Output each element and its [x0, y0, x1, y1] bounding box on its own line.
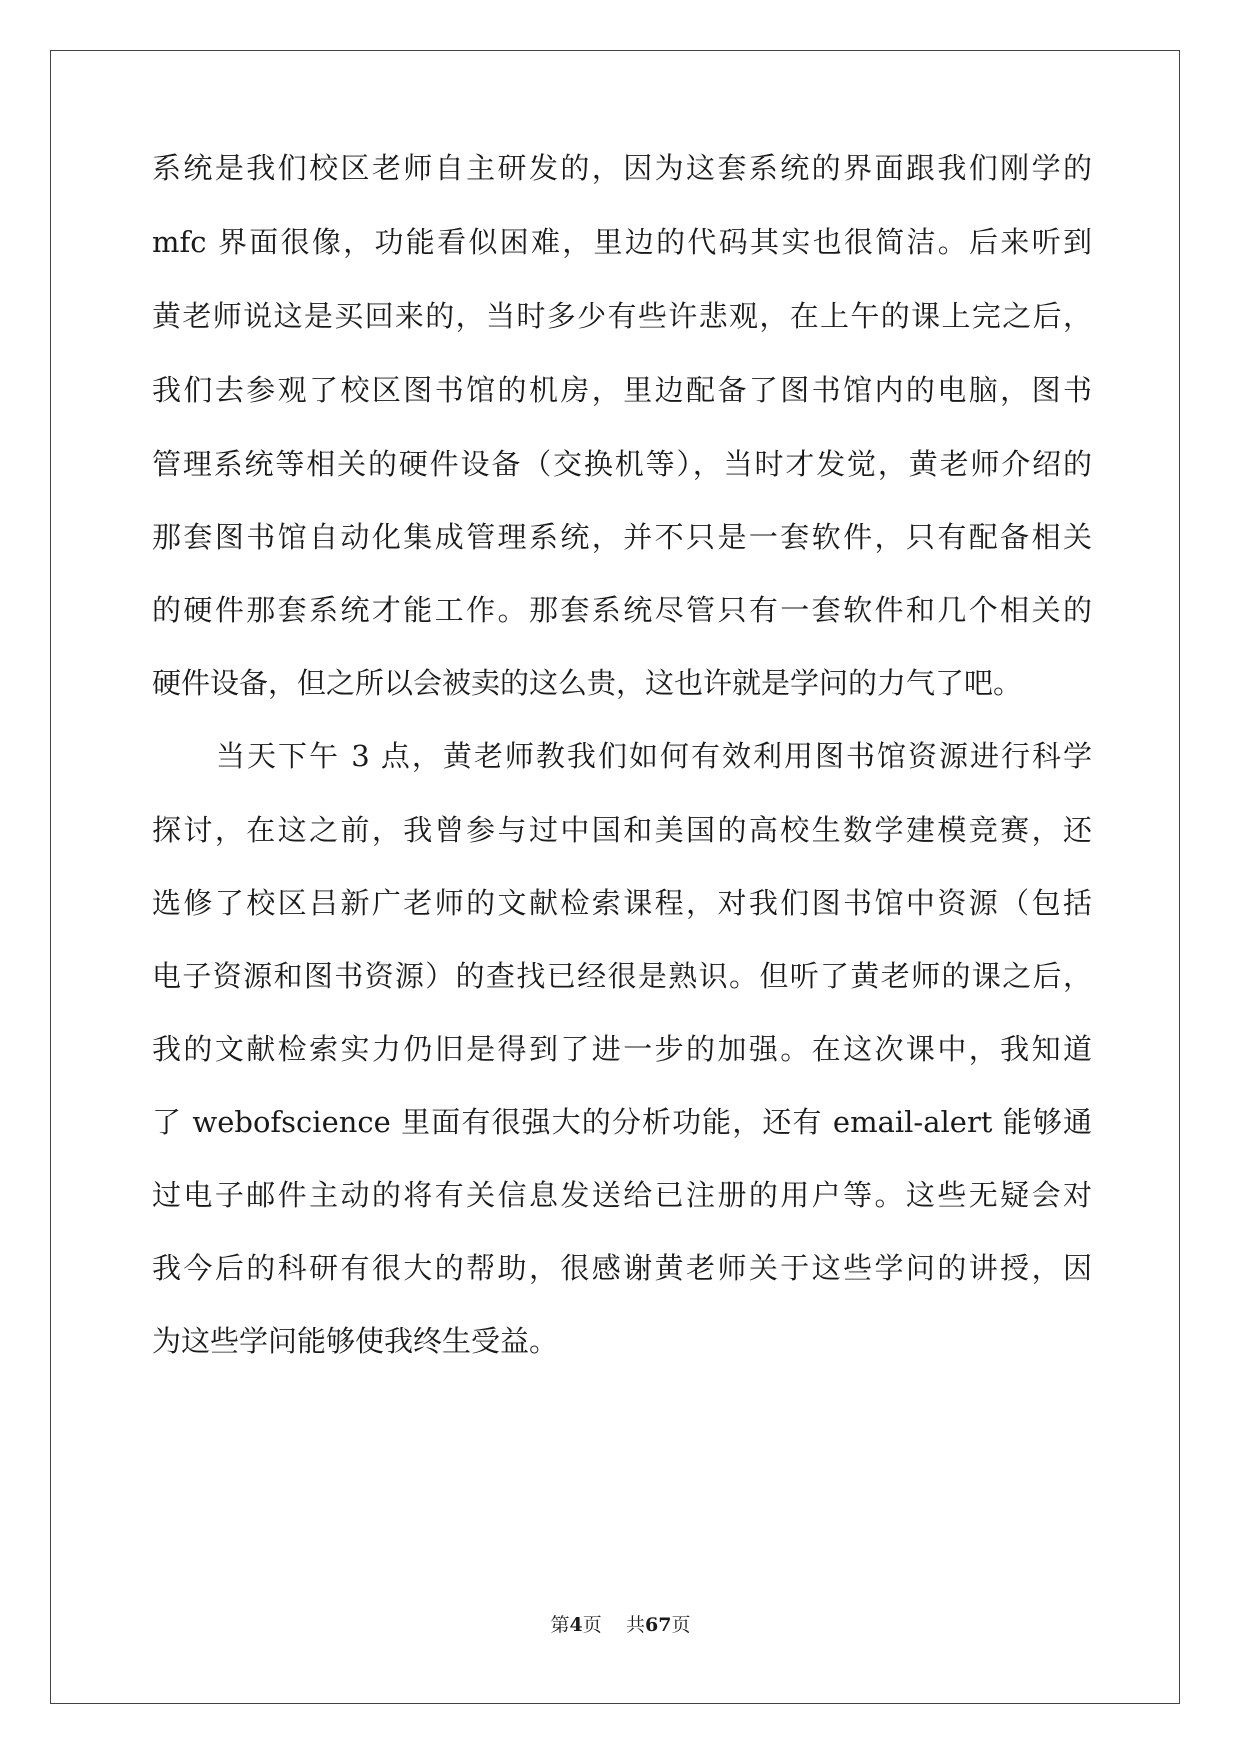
text-line: 选修了校区吕新广老师的文献检索课程，对我们图书馆中资源（包括 [152, 886, 1092, 920]
page-footer [0, 1610, 1241, 1637]
text-line: 过电子邮件主动的将有关信息发送给已注册的用户等。这些无疑会对 [152, 1178, 1092, 1212]
text-line: 为这些学问能够使我终生受益。 [152, 1324, 559, 1358]
total-pages: 67 [644, 1614, 672, 1636]
text-line: 我们去参观了校区图书馆的机房，里边配备了图书馆内的电脑，图书 [152, 373, 1092, 407]
page-number: 4 [569, 1614, 583, 1636]
text-line: 硬件设备，但之所以会被卖的这么贵，这也许就是学问的力气了吧。 [152, 666, 1023, 700]
text-line: mfc 界面很像，功能看似困难，里边的代码其实也很简洁。后来听到 [152, 225, 1092, 259]
text-line: 探讨，在这之前，我曾参与过中国和美国的高校生数学建模竞赛，还 [152, 813, 1092, 847]
text-line: 我的文献检索实力仍旧是得到了进一步的加强。在这次课中，我知道 [152, 1032, 1092, 1066]
text-line: 电子资源和图书资源）的查找已经很是熟识。但听了黄老师的课之后， [152, 959, 1092, 993]
text-line: 黄老师说这是买回来的，当时多少有些许悲观，在上午的课上完之后， [152, 299, 1092, 333]
footer-page-suffix: 页 [582, 1614, 602, 1636]
footer-total-prefix: 共 [625, 1614, 645, 1636]
text-line: 管理系统等相关的硬件设备（交换机等），当时才发觉，黄老师介绍的 [152, 447, 1092, 481]
text-line: 了 webofscience 里面有很强大的分析功能，还有 email-alert 能够通 [152, 1105, 1092, 1139]
footer-prefix: 第 [550, 1614, 570, 1636]
text-line: 那套图书馆自动化集成管理系统，并不只是一套软件，只有配备相关 [152, 520, 1092, 554]
text-line: 的硬件那套系统才能工作。那套系统尽管只有一套软件和几个相关的 [152, 593, 1092, 627]
text-line: 系统是我们校区老师自主研发的，因为这套系统的界面跟我们刚学的 [152, 151, 1092, 185]
paragraph-first-line: 当天下午 3 点，黄老师教我们如何有效利用图书馆资源进行科学 [216, 739, 1092, 773]
footer-total-suffix: 页 [671, 1614, 691, 1636]
text-line: 我今后的科研有很大的帮助，很感谢黄老师关于这些学问的讲授，因 [152, 1251, 1092, 1285]
